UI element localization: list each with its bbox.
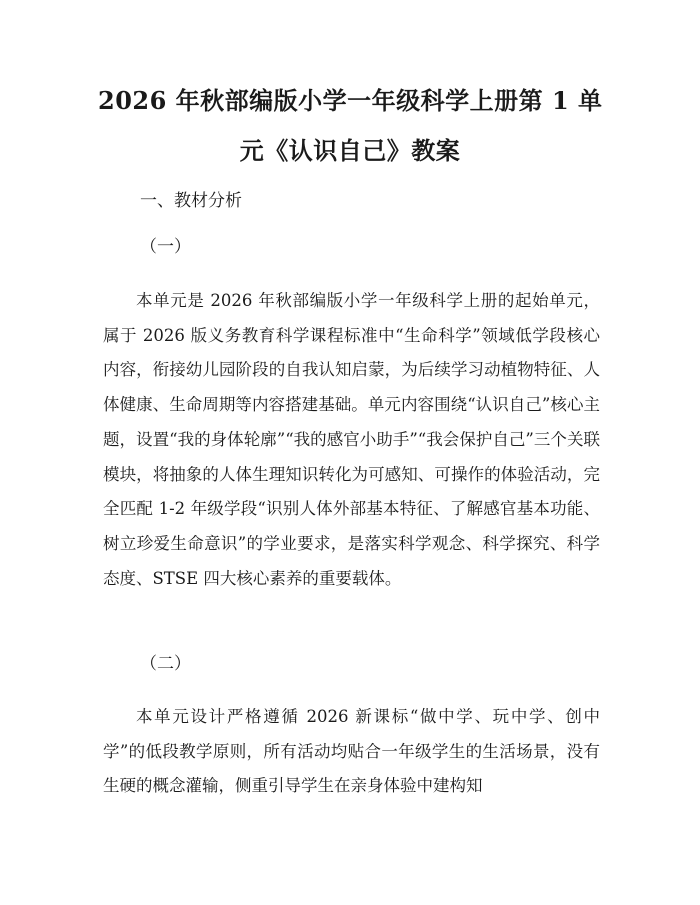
subsection-label-2: （二） — [140, 654, 191, 674]
document-title-line-2: 元《认识自己》教案 — [239, 136, 461, 165]
paragraph-2: 本单元设计严格遵循 2026 新课标“做中学、玩中学、创中学”的低段教学原则，所有活动均贴合一年级学生的生活场景，没有生硬的概念灌输，侧重引导学生在亲身体验中建构知 — [103, 707, 600, 796]
subsection-label-1: （一） — [140, 237, 191, 257]
section-heading: 一、教材分析 — [140, 191, 242, 211]
document-title-line-1: 2026 年秋部编版小学一年级科学上册第 1 单 — [98, 86, 603, 115]
paragraph-1: 本单元是 2026 年秋部编版小学一年级科学上册的起始单元，属于 2026 版义务教育科学课程标准中“生命科学”领域低学段核心内容，衔接幼儿园阶段的自我认知启蒙，为后续学习动植物特征、人体健康、生命周期等内容搭建基础。单元内容围绕“认识自己”核心主题，设置“我的身体轮廓”“我的感官小助手”“我会保护自己”三个关联模块，将抽象的人体生理知识转化为可感知、可操作的体验活动，完全匹配 1-2 年级学段“识别人体外部基本特征、了解感官基本功能、树立珍爱生命意识”的学业要求，是落实科学观念、科学探究、科学态度、STSE 四大核心素养的重要载体。 — [103, 291, 600, 588]
